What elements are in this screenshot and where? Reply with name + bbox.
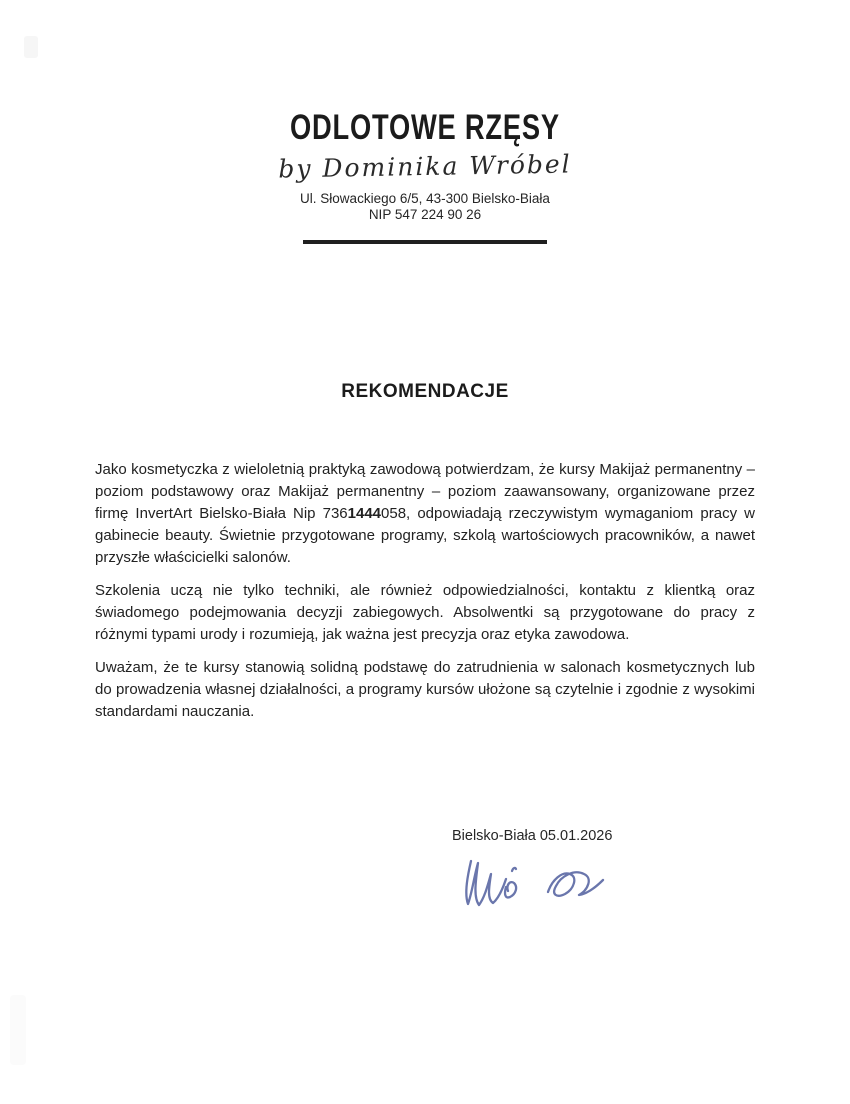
place-and-date: Bielsko-Biała 05.01.2026 xyxy=(452,828,613,844)
paragraph-1-text-cont: 058, odpowiadają rzeczywistym wymaganiom pracy w gabinecie beauty. Świetnie przygotowane programy, szkolą wartościowych pracowników, a nawet przyszłe właścicielki salonów. xyxy=(95,505,755,566)
handwritten-signature xyxy=(460,847,610,919)
letter-footer xyxy=(0,827,850,1007)
letterhead xyxy=(0,0,850,244)
paragraph-1-bold-digits: 1444 xyxy=(347,505,382,522)
company-nip: NIP 547 224 90 26 xyxy=(368,207,482,222)
company-logo-wordmark: ODLOTOWE RZĘSY xyxy=(290,108,560,147)
paragraph-1 xyxy=(95,459,755,569)
scan-artifact xyxy=(24,36,38,58)
paragraph-2: Szkolenia uczą nie tylko techniki, ale również odpowiedzialności, kontaktu z klientką oraz świadomego podejmowania decyzji zabiegowych. Absolwentki są przygotowane do pracy z różnymi typami urody i rozumieją, jak ważna jest precyzja oraz etyka zawodowa. xyxy=(95,582,755,643)
letter-body xyxy=(95,459,755,723)
paragraph-3: Uważam, że te kursy stanowią solidną podstawę do zatrudnienia w salonach kosmetycznych lub do prowadzenia własnej działalności, a programy kursów ułożone są czytelnie i zgodnie z wysokimi standardami nauczania. xyxy=(95,659,755,720)
paragraph-1-text: Jako kosmetyczka z wieloletnią praktyką zawodową potwierdzam, że kursy Makijaż permanentny – poziom podstawowy oraz Makijaż permanentny – poziom zaawansowany, organizowane przez firmę InvertArt Bielsko-Biała Nip 736 xyxy=(95,461,755,522)
logo-byline-script: by Dominika Wróbel xyxy=(278,149,572,184)
document-title: REKOMENDACJE xyxy=(341,381,509,402)
company-address: Ul. Słowackiego 6/5, 43-300 Bielsko-Biała xyxy=(300,191,550,206)
letterhead-divider xyxy=(303,240,547,244)
